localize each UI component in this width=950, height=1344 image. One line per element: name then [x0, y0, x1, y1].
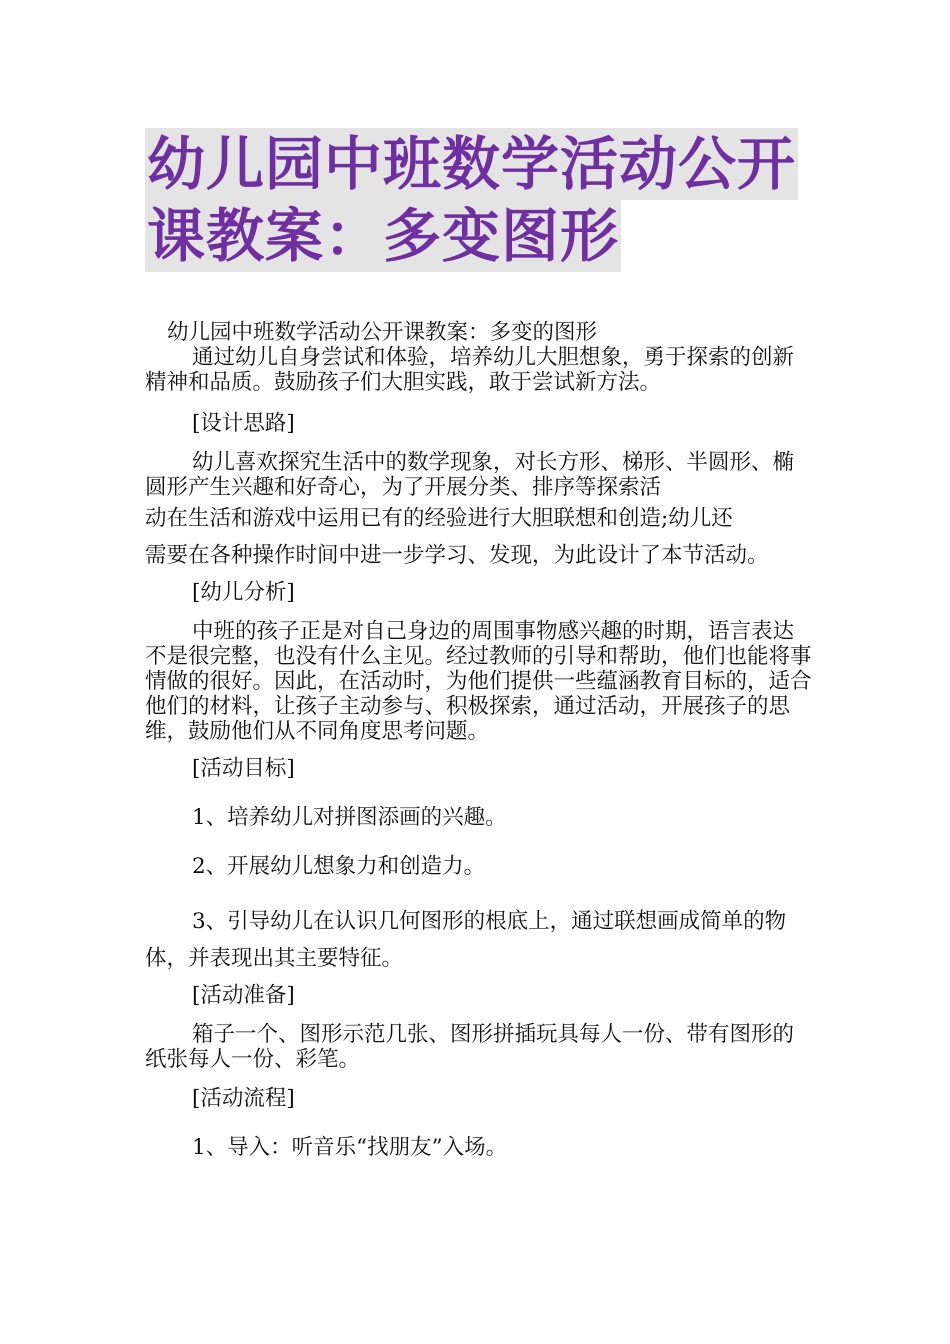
analysis-heading: [幼儿分析] — [192, 580, 295, 605]
process-item-1: 1、导入：听音乐“找朋友”入场。 — [192, 1135, 508, 1160]
document-title — [145, 128, 825, 272]
process-heading: [活动流程] — [192, 1086, 295, 1111]
goal-item-2: 2、开展幼儿想象力和创造力。 — [192, 854, 486, 879]
design-paragraph-1: 幼儿喜欢探究生活中的数学现象，对长方形、梯形、半圆形、椭圆形产生兴趣和好奇心，为了开展分类、排序等探索活 — [145, 450, 795, 500]
intro-paragraph: 通过幼儿自身尝试和体验，培养幼儿大胆想象，勇于探索的创新精神和品质。鼓励孩子们大胆实践，敢于尝试新方法。 — [145, 345, 795, 395]
document-body — [145, 320, 815, 1160]
design-heading: [设计思路] — [192, 411, 295, 436]
goals-heading: [活动目标] — [192, 756, 295, 781]
title-line-2: 课教案：多变图形 — [147, 202, 620, 270]
goal-item-1: 1、培养幼儿对拼图添画的兴趣。 — [192, 805, 507, 830]
subtitle: 幼儿园中班数学活动公开课教案：多变的图形 — [167, 320, 598, 345]
design-paragraph-2: 动在生活和游戏中运用已有的经验进行大胆联想和创造;幼儿还 — [145, 506, 733, 531]
prep-paragraph: 箱子一个、图形示范几张、图形拼插玩具每人一份、带有图形的纸张每人一份、彩笔。 — [145, 1022, 795, 1072]
analysis-paragraph: 中班的孩子正是对自己身边的周围事物感兴趣的时期，语言表达不是很完整，也没有什么主见。经过教师的引导和帮助，他们也能将事情做的很好。因此，在活动时，为他们提供一些蕴涵教育目标的，适合他们的材料，让孩子主动参与、积极探索，通过活动，开展孩子的思维，鼓励他们从不同角度思考问题。 — [145, 619, 812, 744]
goal-item-3: 3、引导幼儿在认识几何图形的根底上，通过联想画成简单的物体，并表现出其主要特征。 — [145, 909, 787, 971]
title-line-1: 幼儿园中班数学活动公开 — [147, 130, 797, 198]
design-paragraph-3: 需要在各种操作时间中进一步学习、发现，为此设计了本节活动。 — [145, 543, 769, 568]
prep-heading: [活动准备] — [192, 983, 295, 1008]
